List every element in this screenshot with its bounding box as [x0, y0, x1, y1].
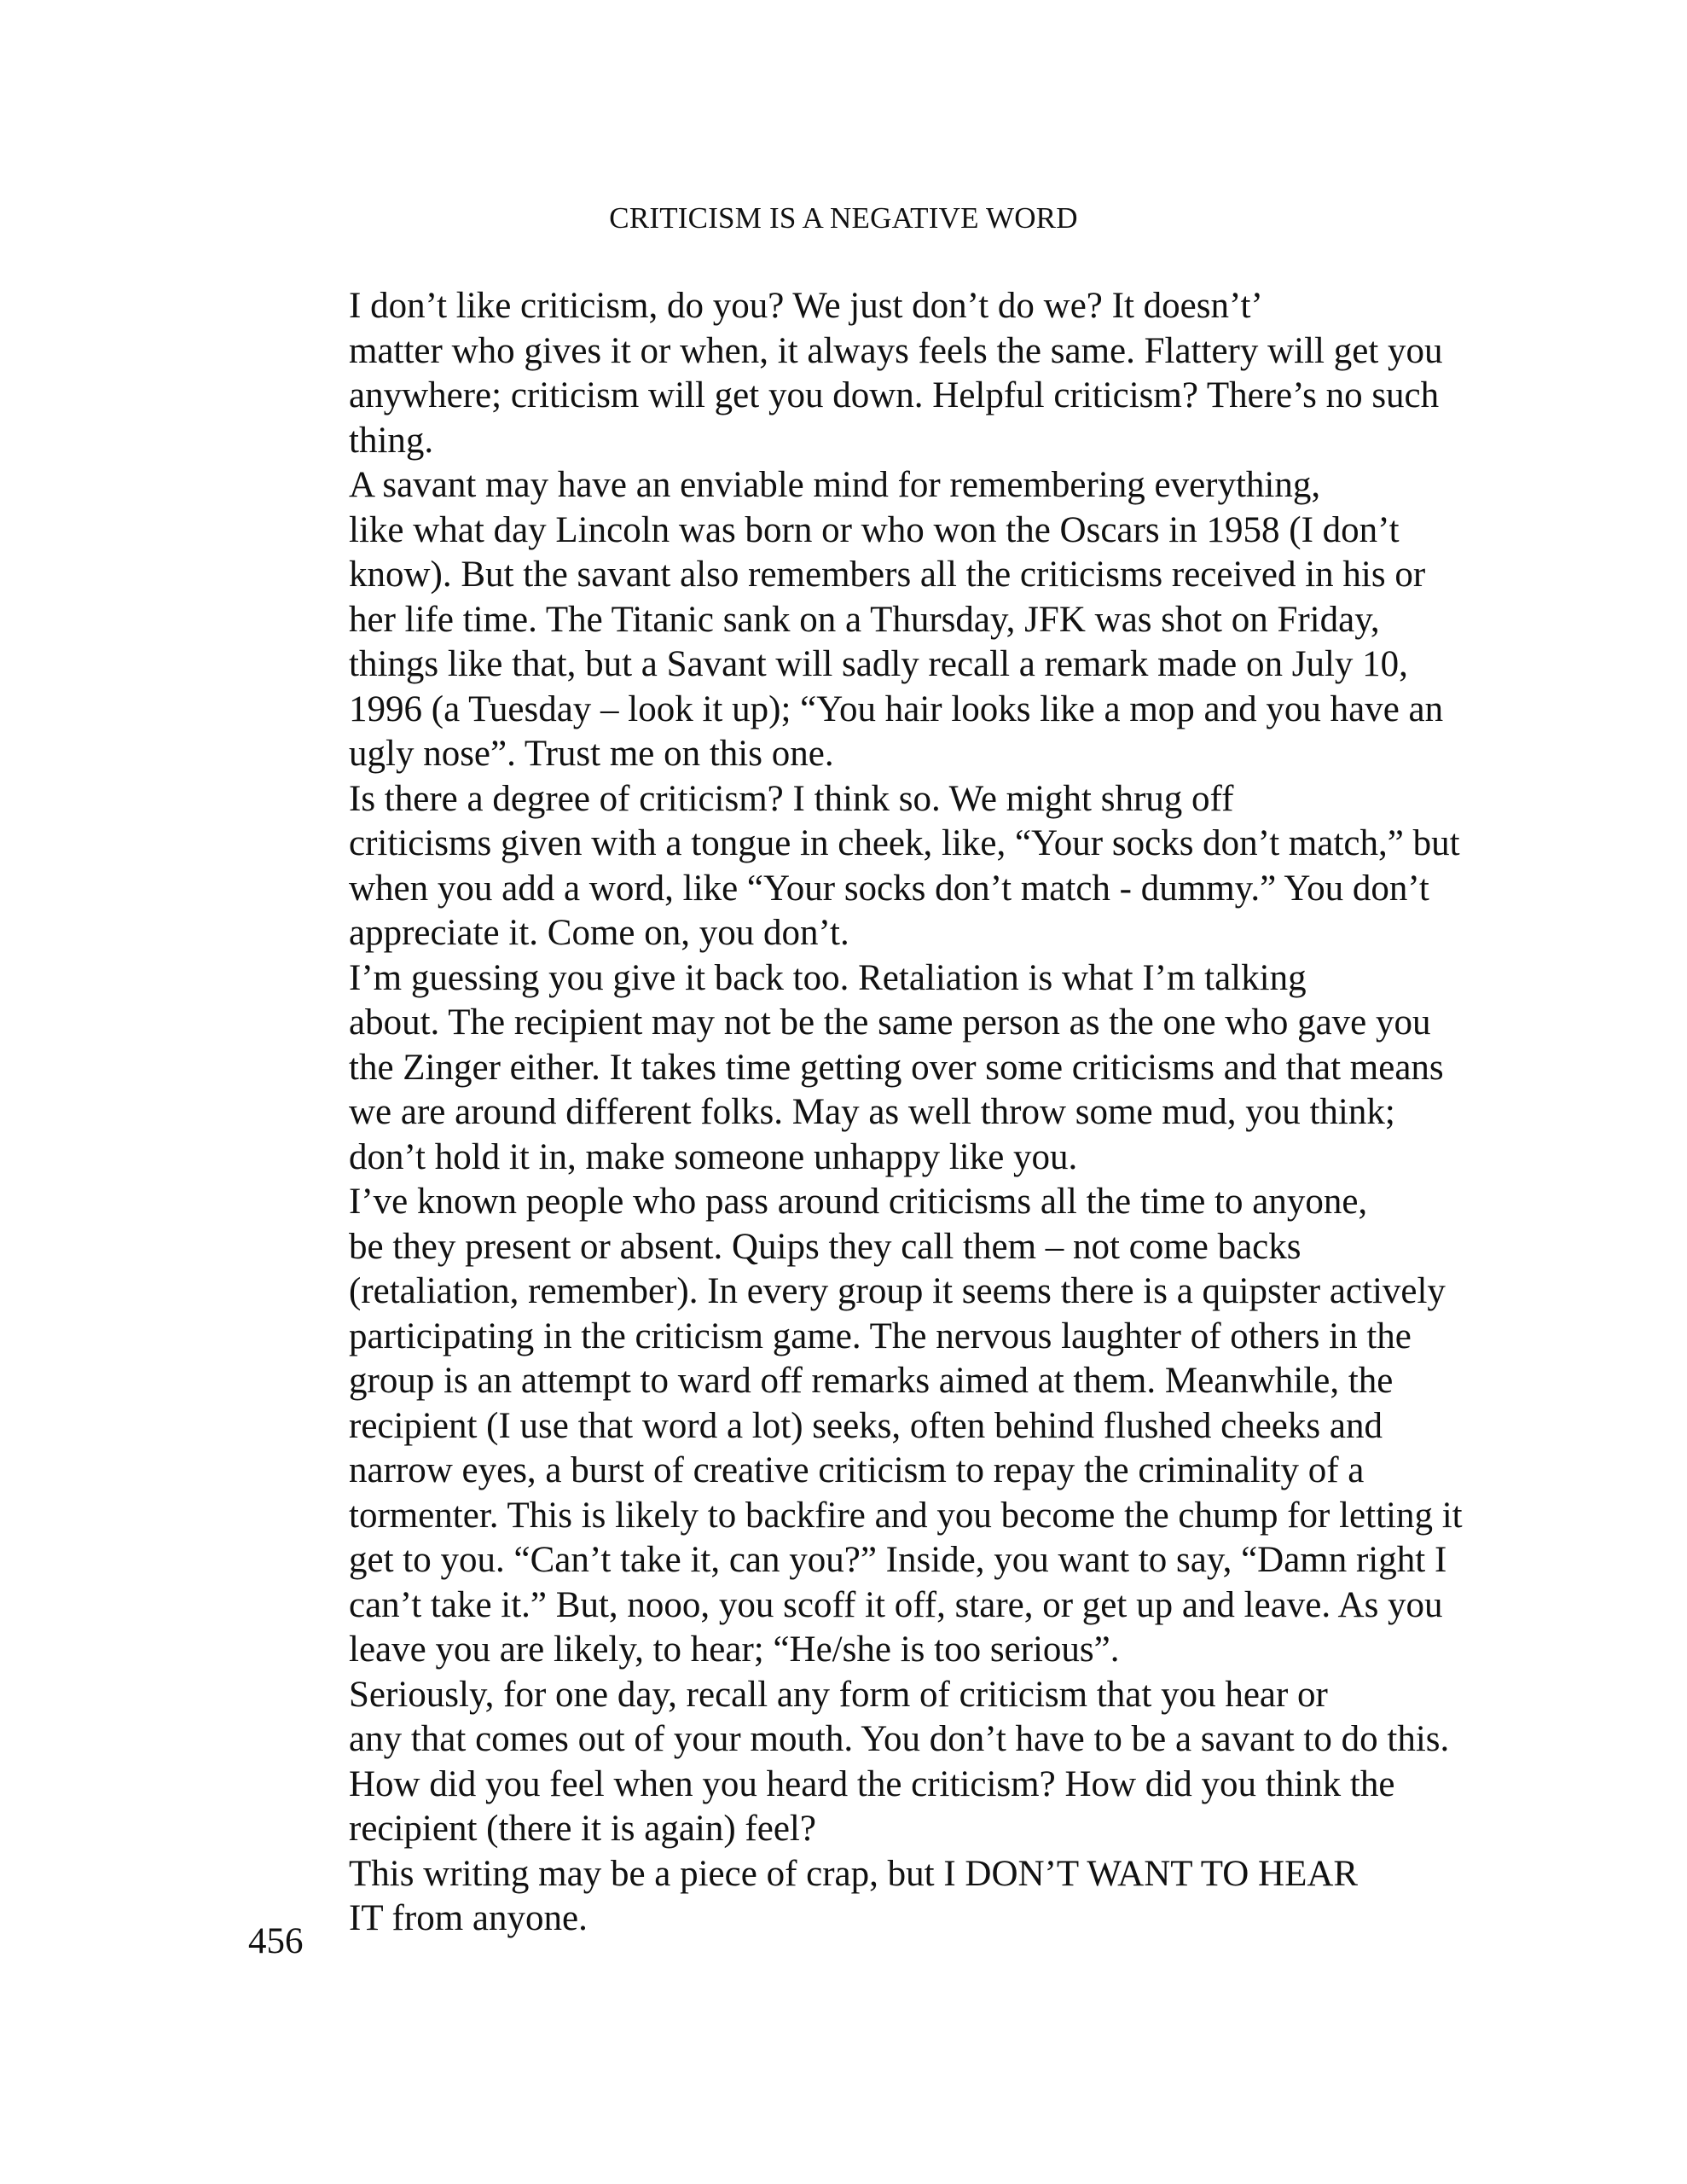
text-line: about. The recipient may not be the same person as the one who gave you	[349, 1002, 1431, 1043]
paragraph-6	[248, 1673, 1459, 1852]
text-line: 1996 (a Tuesday – look it up); “You hair looks like a mop and you have an	[349, 688, 1444, 729]
text-line: I don’t like criticism, do you? We just don’t do we? It doesn’t’	[349, 286, 1263, 326]
paragraph-2	[248, 463, 1459, 777]
text-line: any that comes out of your mouth. You don’t have to be a savant to do this.	[349, 1719, 1450, 1759]
text-line: like what day Lincoln was born or who won the Oscars in 1958 (I don’t	[349, 509, 1400, 550]
text-line: How did you feel when you heard the criticism? How did you think the	[349, 1763, 1395, 1804]
text-line: can’t take it.” But, nooo, you scoff it off, stare, or get up and leave. As you	[349, 1584, 1443, 1625]
paragraph-1	[248, 284, 1459, 463]
text-line: things like that, but a Savant will sadly recall a remark made on July 10,	[349, 644, 1408, 684]
page-title: CRITICISM IS A NEGATIVE WORD	[609, 201, 1078, 235]
text-line: I’m guessing you give it back too. Retaliation is what I’m talking	[349, 957, 1307, 998]
text-line: Is there a degree of criticism? I think so. We might shrug off	[349, 778, 1234, 819]
text-line: we are around different folks. May as well throw some mud, you think;	[349, 1092, 1395, 1132]
text-line: group is an attempt to ward off remarks aimed at them. Meanwhile, the	[349, 1361, 1394, 1401]
text-line: matter who gives it or when, it always feels the same. Flattery will get you	[349, 330, 1443, 371]
text-line: her life time. The Titanic sank on a Thursday, JFK was shot on Friday,	[349, 599, 1380, 640]
text-line: when you add a word, like “Your socks don’t match - dummy.” You don’t	[349, 868, 1429, 909]
text-line: get to you. “Can’t take it, can you?” Inside, you want to say, “Damn right I	[349, 1540, 1447, 1580]
text-line: recipient (there it is again) feel?	[349, 1809, 816, 1849]
paragraph-5	[248, 1180, 1463, 1673]
text-line: IT from anyone.	[349, 1898, 588, 1938]
text-line: A savant may have an enviable mind for remembering everything,	[349, 465, 1321, 505]
text-line: ugly nose”. Trust me on this one.	[349, 734, 834, 774]
paragraph-7	[248, 1852, 1459, 1942]
text-line: know). But the savant also remembers all the criticisms received in his or	[349, 555, 1426, 595]
document-body	[248, 284, 1463, 1942]
page-number: 456	[248, 1921, 304, 1961]
text-line: narrow eyes, a burst of creative criticism to repay the criminality of a	[349, 1450, 1365, 1490]
text-line: appreciate it. Come on, you don’t.	[349, 913, 849, 953]
text-line: tormenter. This is likely to backfire and you become the chump for letting it	[349, 1495, 1463, 1536]
text-line: anywhere; criticism will get you down. Helpful criticism? There’s no such	[349, 375, 1440, 415]
text-line: the Zinger either. It takes time getting over some criticisms and that means	[349, 1047, 1444, 1088]
text-line: leave you are likely, to hear; “He/she is too serious”.	[349, 1629, 1120, 1670]
text-line: criticisms given with a tongue in cheek, like, “Your socks don’t match,” but	[349, 823, 1460, 863]
text-line: be they present or absent. Quips they call them – not come backs	[349, 1226, 1301, 1267]
text-line: don’t hold it in, make someone unhappy like you.	[349, 1136, 1078, 1177]
text-line: (retaliation, remember). In every group it seems there is a quipster actively	[349, 1271, 1446, 1311]
text-line: participating in the criticism game. The nervous laughter of others in the	[349, 1316, 1412, 1356]
paragraph-3	[248, 777, 1459, 956]
text-line: Seriously, for one day, recall any form of criticism that you hear or	[349, 1674, 1328, 1715]
text-line: I’ve known people who pass around criticisms all the time to anyone,	[349, 1182, 1368, 1222]
paragraph-4	[248, 956, 1459, 1181]
text-line: recipient (I use that word a lot) seeks, often behind flushed cheeks and	[349, 1405, 1383, 1446]
text-line: This writing may be a piece of crap, but I DON’T WANT TO HEAR	[349, 1853, 1359, 1894]
text-line: thing.	[349, 420, 434, 461]
